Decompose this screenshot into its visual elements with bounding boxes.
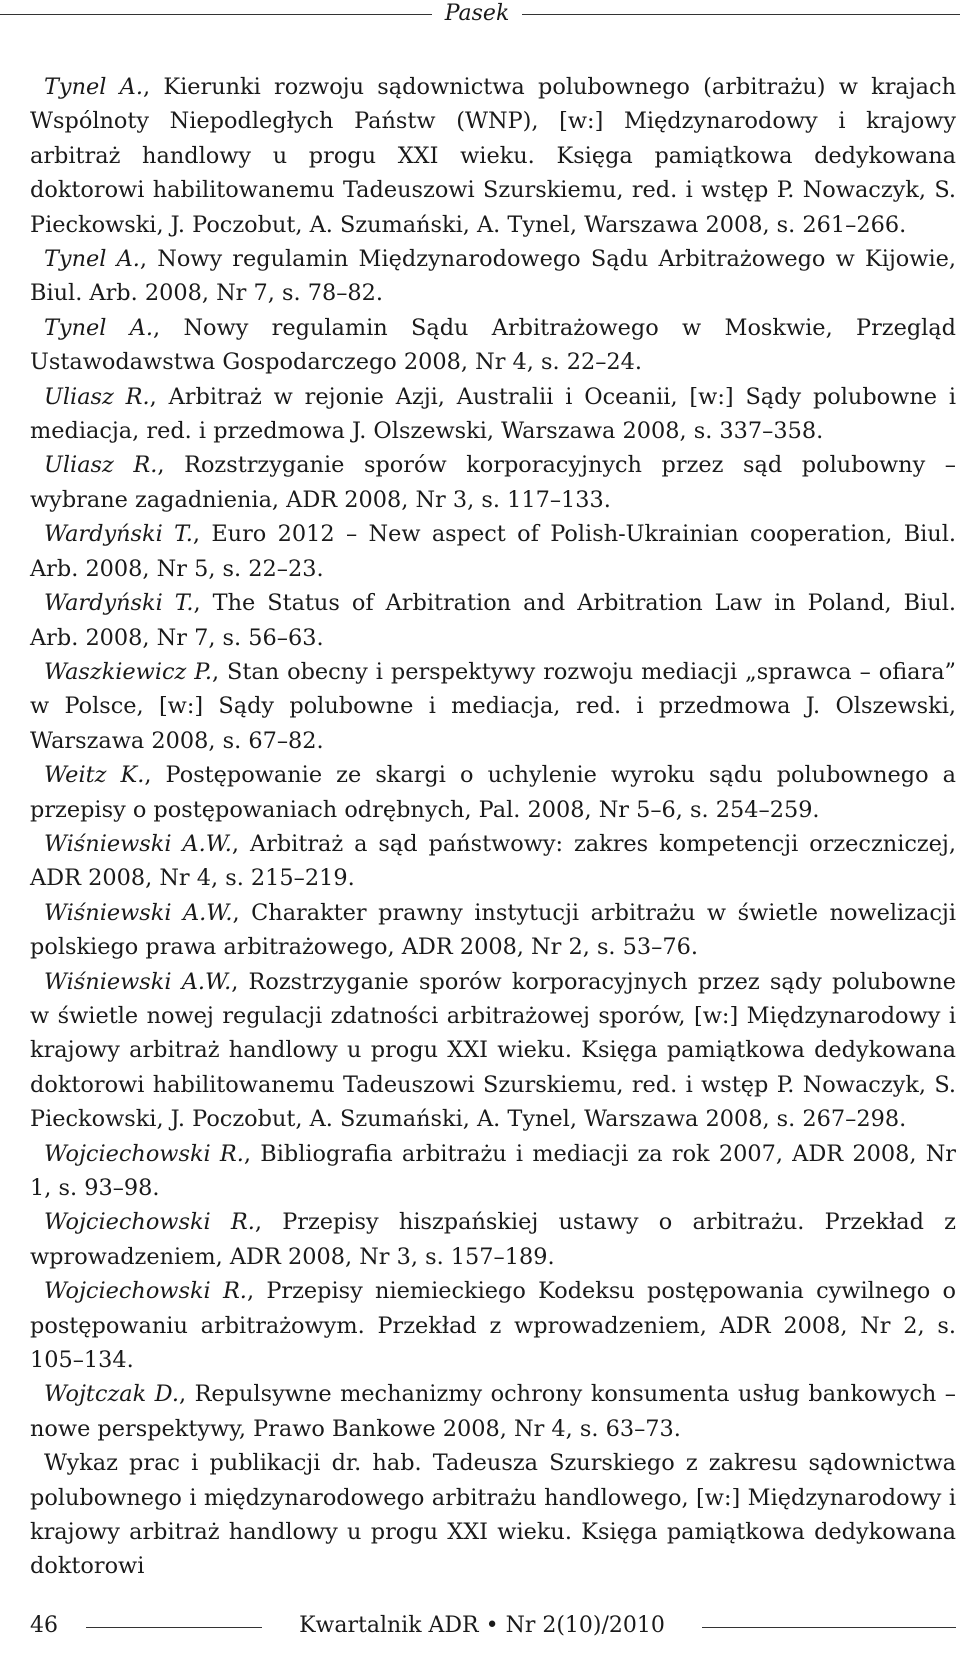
entry-author: Uliasz R. — [44, 383, 150, 410]
entry-author: Uliasz R. — [44, 452, 158, 479]
running-header: Pasek — [444, 1, 510, 26]
entry-author: Wojciechowski R. — [44, 1278, 247, 1305]
bibliography-entry — [30, 1137, 956, 1206]
bibliography-entry — [30, 1274, 956, 1377]
entry-author: Wardyński T. — [44, 590, 194, 617]
bibliography-entry — [30, 1205, 956, 1274]
bibliography-entry — [30, 448, 956, 517]
bibliography-entry — [30, 517, 956, 586]
entry-text: , Arbitraż a sąd państwowy: zakres kompetencji orzeczniczej, ADR 2008, Nr 4, s. 215–219. — [30, 830, 956, 892]
bibliography-entry — [30, 1446, 956, 1584]
entry-author: Tynel A. — [44, 74, 143, 100]
header-rule-right — [522, 14, 960, 15]
header-rule-left — [0, 14, 432, 15]
bibliography-entry — [30, 896, 956, 965]
bibliography-list — [30, 70, 956, 1584]
entry-text: , Bibliografia arbitrażu i mediacji za rok 2007, ADR 2008, Nr 1, s. 93–98. — [30, 1140, 956, 1201]
entry-text: , Euro 2012 – New aspect of Polish-Ukrainian cooperation, Biul. Arb. 2008, Nr 5, s. 22–23. — [30, 521, 957, 582]
entry-author: Wojciechowski R. — [44, 1209, 255, 1236]
entry-author: Tynel A. — [44, 246, 140, 273]
bibliography-entry — [30, 586, 956, 655]
entry-text: Wykaz prac i publikacji dr. hab. Tadeusza Szurskiego z zakresu sądownictwa polubownego i międzynarodowego arbitrażu handlowego, [w:] Międzynarodowy i krajowy arbitraż handlowy u progu XXI wieku. Księga pamiątkowa dedykowana doktorowi — [30, 1450, 956, 1580]
entry-text: , Repulsywne mechanizmy ochrony konsumenta usług bankowych – nowe perspektywy, Prawo Bankowe 2008, Nr 4, s. 63–73. — [30, 1381, 956, 1442]
entry-author: Waszkiewicz P. — [44, 658, 212, 685]
entry-author: Wiśniewski A.W. — [44, 899, 233, 926]
bibliography-entry — [30, 827, 956, 896]
entry-text: , Rozstrzyganie sporów korporacyjnych przez sądy polubowne w świetle nowej regulacji zdatności arbitrażowej sporów, [w:] Międzynarodowy i krajowy arbitraż handlowy u progu XXI wieku. Księga pamiątkowa dedykowana doktorowi habilitowanemu Tadeuszowi Szurskiemu, red. i wstęp P. Nowaczyk, S. Pieckowski, J. Poczobut, A. Szumański, A. Tynel, Warszawa 2008, s. 267–298. — [30, 968, 957, 1133]
entry-text: , Kierunki rozwoju sądownictwa polubownego (arbitrażu) w krajach Wspólnoty Niepodległych Państw (WNP), [w:] Międzynarodowy i krajowy arbitraż handlowy u progu XXI wieku. Księga pamiątkowa dedykowana doktorowi habilitowanemu Tadeuszowi Szurskiemu, red. i wstęp P. Nowaczyk, S. Pieckowski, J. Poczobut, A. Szumański, A. Tynel, Warszawa 2008, s. 261–266. — [30, 74, 956, 238]
bibliography-entry — [30, 965, 956, 1137]
entry-text: , Przepisy niemieckiego Kodeksu postępowania cywilnego o postępowaniu arbitrażowym. Przekład z wprowadzeniem, ADR 2008, Nr 2, s. 105–134. — [30, 1278, 956, 1374]
footer-rule-right — [702, 1627, 956, 1628]
entry-text: , Nowy regulamin Sądu Arbitrażowego w Moskwie, Przegląd Ustawodawstwa Gospodarczego 2008, Nr 4, s. 22–24. — [30, 314, 956, 376]
entry-text: , Nowy regulamin Międzynarodowego Sądu Arbitrażowego w Kijowie, Biul. Arb. 2008, Nr 7, s. 78–82. — [30, 246, 956, 307]
journal-footer: Kwartalnik ADR • Nr 2(10)/2010 — [299, 1613, 665, 1638]
entry-text: , Rozstrzyganie sporów korporacyjnych przez sąd polubowny – wybrane zagadnienia, ADR 2008, Nr 3, s. 117–133. — [30, 452, 956, 513]
entry-author: Wiśniewski A.W. — [44, 830, 232, 857]
bibliography-entry — [30, 758, 956, 827]
entry-text: , Przepisy hiszpańskiej ustawy o arbitrażu. Przekład z wprowadzeniem, ADR 2008, Nr 3, s. 157–189. — [30, 1209, 956, 1270]
entry-author: Wardyński T. — [44, 521, 193, 548]
entry-text: , Arbitraż w rejonie Azji, Australii i Oceanii, [w:] Sądy polubowne i mediacja, red. i przedmowa J. Olszewski, Warszawa 2008, s. 337–358. — [30, 383, 957, 445]
footer-rule-left — [86, 1627, 262, 1628]
entry-author: Wiśniewski A.W. — [44, 968, 232, 995]
bibliography-entry — [30, 70, 956, 242]
entry-text: , The Status of Arbitration and Arbitration Law in Poland, Biul. Arb. 2008, Nr 7, s. 56–63. — [30, 590, 956, 651]
bibliography-entry — [30, 380, 956, 449]
entry-text: , Postępowanie ze skargi o uchylenie wyroku sądu polubownego a przepisy o postępowaniach odrębnych, Pal. 2008, Nr 5–6, s. 254–259. — [30, 762, 957, 823]
bibliography-entry — [30, 242, 956, 311]
entry-text: , Charakter prawny instytucji arbitrażu w świetle nowelizacji polskiego prawa arbitrażowego, ADR 2008, Nr 2, s. 53–76. — [30, 899, 957, 961]
entry-author: Wojciechowski R. — [44, 1140, 244, 1167]
bibliography-entry — [30, 1377, 956, 1446]
page-number: 46 — [30, 1613, 58, 1638]
entry-author: Wojtczak D. — [44, 1381, 179, 1408]
bibliography-entry — [30, 311, 956, 380]
entry-text: , Stan obecny i perspektywy rozwoju mediacji „sprawca – ofiara” w Polsce, [w:] Sądy polubowne i mediacja, red. i przedmowa J. Olszewski, Warszawa 2008, s. 67–82. — [30, 658, 956, 754]
entry-author: Weitz K. — [44, 762, 145, 789]
bibliography-entry — [30, 655, 956, 758]
entry-author: Tynel A. — [44, 314, 154, 341]
